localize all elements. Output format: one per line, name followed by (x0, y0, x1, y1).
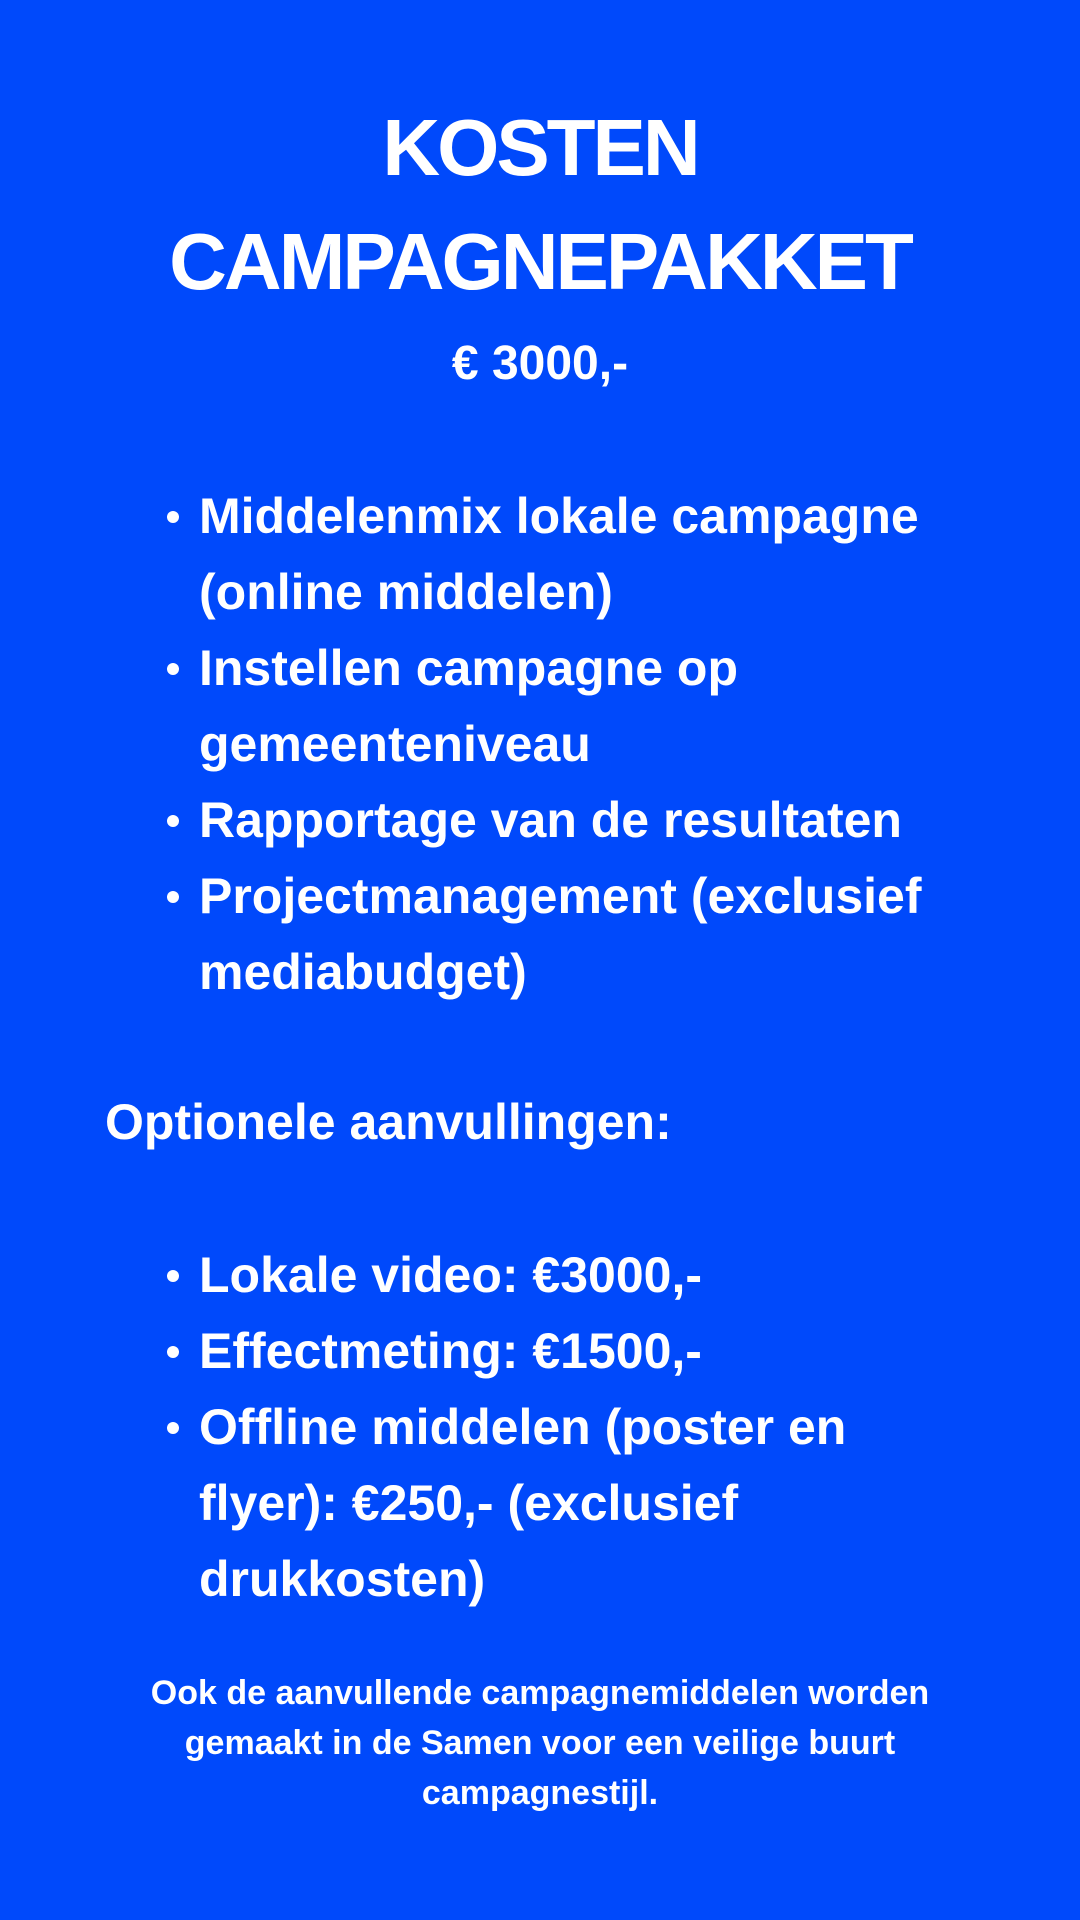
package-price: € 3000,- (451, 337, 629, 390)
page-title-line-1: KOSTEN (382, 103, 698, 192)
optional-heading: Optionele aanvullingen: (105, 1094, 672, 1150)
list-item: Rapportage van de resultaten (199, 782, 979, 858)
list-item: Instellen campagne op gemeenteniveau (199, 630, 979, 782)
page-title-line-2: CAMPAGNEPAKKET (169, 217, 911, 306)
optional-items-list (199, 1237, 979, 1617)
list-item: Offline middelen (poster en flyer): €250,- (exclusief drukkosten) (199, 1389, 979, 1617)
list-item: Lokale video: €3000,- (199, 1237, 979, 1313)
list-item: Effectmeting: €1500,- (199, 1313, 979, 1389)
list-item: Middelenmix lokale campagne (online middelen) (199, 478, 979, 630)
package-items-list (199, 478, 979, 1010)
list-item: Projectmanagement (exclusief mediabudget) (199, 858, 979, 1010)
footer-note: Ook de aanvullende campagnemiddelen worden gemaakt in de Samen voor een veilige buurt campagnestijl. (150, 1674, 930, 1812)
